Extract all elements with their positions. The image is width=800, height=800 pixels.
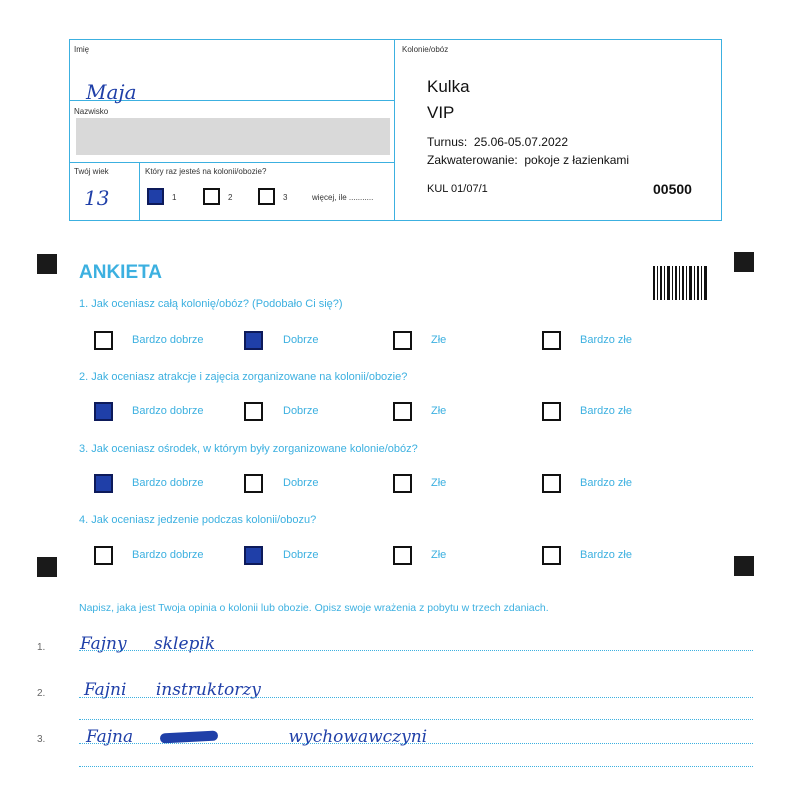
registration-marker-top-right xyxy=(734,252,754,272)
q1-checkbox-zle[interactable] xyxy=(393,331,412,350)
q3-checkbox-bardzo-zle[interactable] xyxy=(542,474,561,493)
opinion-line-3b-dots xyxy=(79,766,753,767)
q2-option-bardzo-zle: Bardzo złe xyxy=(580,405,632,417)
opinion-line-3-number: 3. xyxy=(37,734,46,745)
opinion-line-3-text[interactable]: Fajna wychowawczyni xyxy=(86,727,428,747)
times-option-2: 2 xyxy=(228,193,233,202)
opinion-line-2-text[interactable]: Fajni instruktorzy xyxy=(84,680,261,700)
q3-option-bardzo-dobrze: Bardzo dobrze xyxy=(132,477,204,489)
q4-option-bardzo-dobrze: Bardzo dobrze xyxy=(132,549,204,561)
q4-option-bardzo-zle: Bardzo złe xyxy=(580,549,632,561)
q1-option-zle: Złe xyxy=(431,334,447,346)
header-divider-age-vertical xyxy=(139,162,140,221)
q3-option-dobrze: Dobrze xyxy=(283,477,319,489)
q3-option-bardzo-zle: Bardzo złe xyxy=(580,477,632,489)
question-4-text: 4. Jak oceniasz jedzenie podczas kolonii/obozu? xyxy=(79,514,317,526)
q3-option-zle: Złe xyxy=(431,477,447,489)
header-divider-vertical xyxy=(394,39,395,221)
q3-checkbox-zle[interactable] xyxy=(393,474,412,493)
q2-checkbox-dobrze[interactable] xyxy=(244,402,263,421)
surname-label: Nazwisko xyxy=(74,107,109,116)
times-option-1: 1 xyxy=(172,193,177,202)
q2-option-dobrze: Dobrze xyxy=(283,405,319,417)
q1-checkbox-dobrze[interactable] xyxy=(244,331,263,350)
q1-option-dobrze: Dobrze xyxy=(283,334,319,346)
registration-marker-top-left xyxy=(37,254,57,274)
times-checkbox-2[interactable] xyxy=(203,188,220,205)
q1-checkbox-bardzo-zle[interactable] xyxy=(542,331,561,350)
question-2-text: 2. Jak oceniasz atrakcje i zajęcia zorganizowane na kolonii/obozie? xyxy=(79,371,408,383)
opinion-line-1-number: 1. xyxy=(37,642,46,653)
question-1-text: 1. Jak oceniasz całą kolonię/obóz? (Podobało Ci się?) xyxy=(79,298,343,310)
q2-checkbox-bardzo-zle[interactable] xyxy=(542,402,561,421)
header-divider-age xyxy=(69,162,395,163)
times-option-more: więcej, ile ........... xyxy=(312,193,374,202)
registration-marker-bottom-left xyxy=(37,557,57,577)
q2-checkbox-bardzo-dobrze[interactable] xyxy=(94,402,113,421)
times-checkbox-3[interactable] xyxy=(258,188,275,205)
barcode xyxy=(653,266,707,300)
q4-option-dobrze: Dobrze xyxy=(283,549,319,561)
q2-option-zle: Złe xyxy=(431,405,447,417)
q2-checkbox-zle[interactable] xyxy=(393,402,412,421)
q1-option-bardzo-zle: Bardzo złe xyxy=(580,334,632,346)
opinion-line-2b-dots xyxy=(79,719,753,720)
age-value[interactable]: 13 xyxy=(84,186,110,210)
opinion-line-1-dots xyxy=(79,650,753,651)
registration-marker-bottom-right xyxy=(734,556,754,576)
q4-checkbox-dobrze[interactable] xyxy=(244,546,263,565)
times-option-3: 3 xyxy=(283,193,288,202)
q4-checkbox-bardzo-dobrze[interactable] xyxy=(94,546,113,565)
question-3-text: 3. Jak oceniasz ośrodek, w którym były zorganizowane kolonie/obóz? xyxy=(79,443,418,455)
accommodation: Zakwaterowanie: pokoje z łazienkami xyxy=(427,153,630,167)
name-value[interactable]: Maja xyxy=(86,80,137,104)
name-label: Imię xyxy=(74,45,90,54)
camp-label: Kolonie/obóz xyxy=(402,45,449,54)
q4-option-zle: Złe xyxy=(431,549,447,561)
camp-code: KUL 01/07/1 xyxy=(427,183,488,195)
q3-checkbox-dobrze[interactable] xyxy=(244,474,263,493)
turnus: Turnus: 25.06-05.07.2022 xyxy=(427,135,568,149)
q1-option-bardzo-dobrze: Bardzo dobrze xyxy=(132,334,204,346)
survey-title: ANKIETA xyxy=(79,262,163,283)
times-checkbox-1[interactable] xyxy=(147,188,164,205)
opinion-line-1-text[interactable]: Fajny sklepik xyxy=(80,634,216,654)
opinion-line-3-dots xyxy=(79,743,753,744)
q3-checkbox-bardzo-dobrze[interactable] xyxy=(94,474,113,493)
form-number: 00500 xyxy=(653,181,692,197)
surname-redaction xyxy=(76,118,390,155)
q4-checkbox-zle[interactable] xyxy=(393,546,412,565)
q4-checkbox-bardzo-zle[interactable] xyxy=(542,546,561,565)
camp-type: VIP xyxy=(427,103,455,122)
q1-checkbox-bardzo-dobrze[interactable] xyxy=(94,331,113,350)
age-label: Twój wiek xyxy=(74,167,109,176)
opinion-line-2-dots xyxy=(79,697,753,698)
opinion-prompt: Napisz, jaka jest Twoja opinia o kolonii lub obozie. Opisz swoje wrażenia z pobytu w trzech zdaniach. xyxy=(79,602,549,614)
times-label: Który raz jesteś na kolonii/obozie? xyxy=(145,167,267,176)
opinion-line-2-number: 2. xyxy=(37,688,46,699)
q2-option-bardzo-dobrze: Bardzo dobrze xyxy=(132,405,204,417)
camp-name: Kulka xyxy=(427,77,470,96)
